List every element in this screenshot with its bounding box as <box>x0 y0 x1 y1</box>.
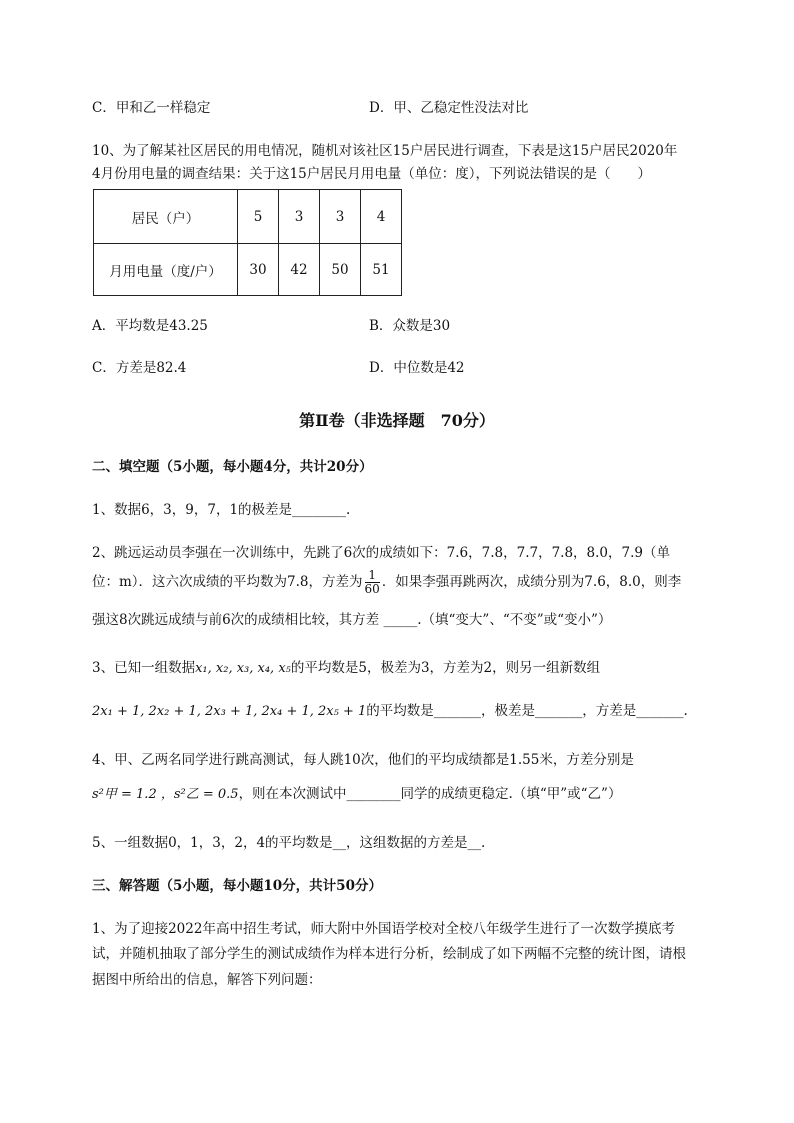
fill-q3-line2-text: 的平均数是_______，极差是_______，方差是_______. <box>366 703 688 719</box>
fill-q2-line2 <box>92 567 681 597</box>
q9-option-c: C．甲和乙一样稳定 <box>92 100 211 116</box>
table-cell: 51 <box>361 244 402 296</box>
q10-option-d: D．中位数是42 <box>369 360 465 376</box>
fill-q2-line2-a: 位：m）．这六次成绩的平均数为7.8，方差为 <box>92 574 363 590</box>
fill-q1: 1、数据6，3，9，7，1的极差是________. <box>92 502 351 518</box>
fill-q3-line2 <box>92 701 688 722</box>
table-cell: 3 <box>320 190 361 244</box>
table-cell: 5 <box>238 190 279 244</box>
fraction-denominator: 60 <box>364 582 380 596</box>
data-variables: x₁, x₂, x₃, x₄, x₅ <box>195 661 291 676</box>
table-cell: 50 <box>320 244 361 296</box>
part2-title: 第Ⅱ卷（非选择题 70分） <box>299 411 495 430</box>
q9-option-d: D．甲、乙稳定性没法对比 <box>369 100 529 116</box>
variance-expression: s²甲 = 1.2 ，s²乙 = 0.5 <box>92 787 239 802</box>
fill-q4-line2 <box>92 784 621 805</box>
q10-option-a: A．平均数是43.25 <box>92 318 208 334</box>
fill-q3-line1-a: 3、已知一组数据 <box>92 660 196 676</box>
variance-fraction <box>365 569 380 596</box>
table-row <box>94 190 402 244</box>
table-cell: 30 <box>238 244 279 296</box>
fill-q5: 5、一组数据0，1，3，2，4的平均数是__，这组数据的方差是__. <box>92 835 486 851</box>
electricity-table <box>93 189 402 296</box>
answer-q1-line1: 1、为了迎接2022年高中招生考试，师大附中外国语学校对全校八年级学生进行了一次数学摸底考 <box>92 921 675 937</box>
q10-text-line1: 10、为了解某社区居民的用电情况，随机对该社区15户居民进行调查，下表是这15户居民2020年 <box>92 143 678 159</box>
fill-q2-line2-b: ．如果李强再跳两次，成绩分别为7.6，8.0，则李 <box>381 574 682 590</box>
fill-q4-line2-text: ，则在本次测试中________同学的成绩更稳定.（填“甲”或“乙”） <box>238 786 622 802</box>
section2-heading: 二、填空题（5小题，每小题4分，共计20分） <box>92 459 373 475</box>
fill-q3-line1-b: 的平均数是5，极差为3，方差为2，则另一组新数组 <box>290 660 601 676</box>
fill-q4-line1: 4、甲、乙两名同学进行跳高测试，每人跳10次，他们的平均成绩都是1.55米，方差分别是 <box>92 752 634 768</box>
fill-q3-line1 <box>92 658 600 679</box>
table-cell: 4 <box>361 190 402 244</box>
q10-text-line2: 4月份用电量的调查结果：关于这15户居民月用电量（单位：度），下列说法错误的是（ ） <box>92 166 652 182</box>
q10-option-c: C．方差是82.4 <box>92 360 187 376</box>
fraction-numerator: 1 <box>365 569 380 583</box>
table-row <box>94 244 402 296</box>
table-cell: 3 <box>279 190 320 244</box>
fill-q2-line1: 2、跳远运动员李强在一次训练中，先跳了6次的成绩如下：7.6，7.8，7.7，7.8，8.0，7.9（单 <box>92 545 670 561</box>
q10-option-b: B．众数是30 <box>369 318 451 334</box>
answer-q1-line3: 据图中所给出的信息，解答下列问题： <box>92 972 322 988</box>
table-row-label: 居民（户） <box>94 190 238 244</box>
fill-q2-line3: 强这8次跳远成绩与前6次的成绩相比较，其方差 _____.（填“变大”、“不变”或“变小”） <box>92 612 612 628</box>
table-cell: 42 <box>279 244 320 296</box>
new-data-expression: 2x₁ + 1, 2x₂ + 1, 2x₃ + 1, 2x₄ + 1, 2x₅ + 1 <box>92 704 367 719</box>
section3-heading: 三、解答题（5小题，每小题10分，共计50分） <box>92 878 382 894</box>
answer-q1-line2: 试，并随机抽取了部分学生的测试成绩作为样本进行分析，绘制成了如下两幅不完整的统计图，请根 <box>92 946 686 962</box>
table-row-label: 月用电量（度/户） <box>94 244 238 296</box>
